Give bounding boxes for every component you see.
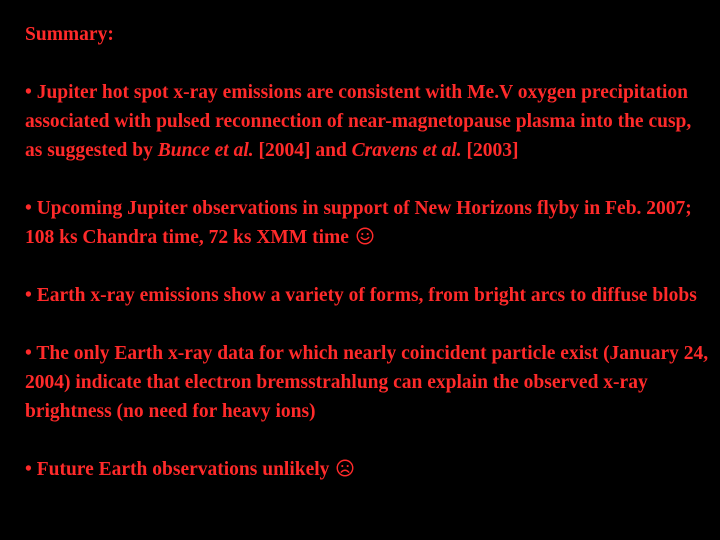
bullet-upcoming-jupiter-observations — [25, 194, 710, 252]
bullet-earth-xray-forms: • Earth x-ray emissions show a variety of forms, from bright arcs to diffuse blobs — [25, 285, 697, 306]
bullet-text: • Future Earth observations unlikely — [25, 459, 335, 480]
bullet-text: [2004] and — [253, 140, 352, 161]
smiley-face-icon — [356, 227, 374, 245]
summary-slide — [25, 20, 710, 484]
citation-bunce: Bunce et al. — [157, 140, 254, 161]
citation-cravens: Cravens et al. — [351, 140, 462, 161]
bullet-earth-xray-data: • The only Earth x-ray data for which nearly coincident particle exist (January 24, 2004) indicate that electron bremsstrahlung can explain the observed x-ray brightness (no need for heavy ions) — [25, 343, 709, 422]
bullet-text: • Jupiter hot spot x-ray emissions are consistent with Me.V oxygen precipitation associated with pulsed reconnection of near-magnetopause plasma into the cusp, as suggested by — [25, 82, 692, 161]
bullet-future-earth-observations — [25, 455, 710, 484]
slide-title: Summary: — [25, 24, 114, 45]
bullet-text: [2003] — [461, 140, 519, 161]
sad-face-icon — [336, 459, 354, 477]
bullet-jupiter-hot-spot — [25, 78, 710, 165]
bullet-text: • Upcoming Jupiter observations in support of New Horizons flyby in Feb. 2007; 108 ks Chandra time, 72 ks XMM time — [25, 198, 692, 248]
